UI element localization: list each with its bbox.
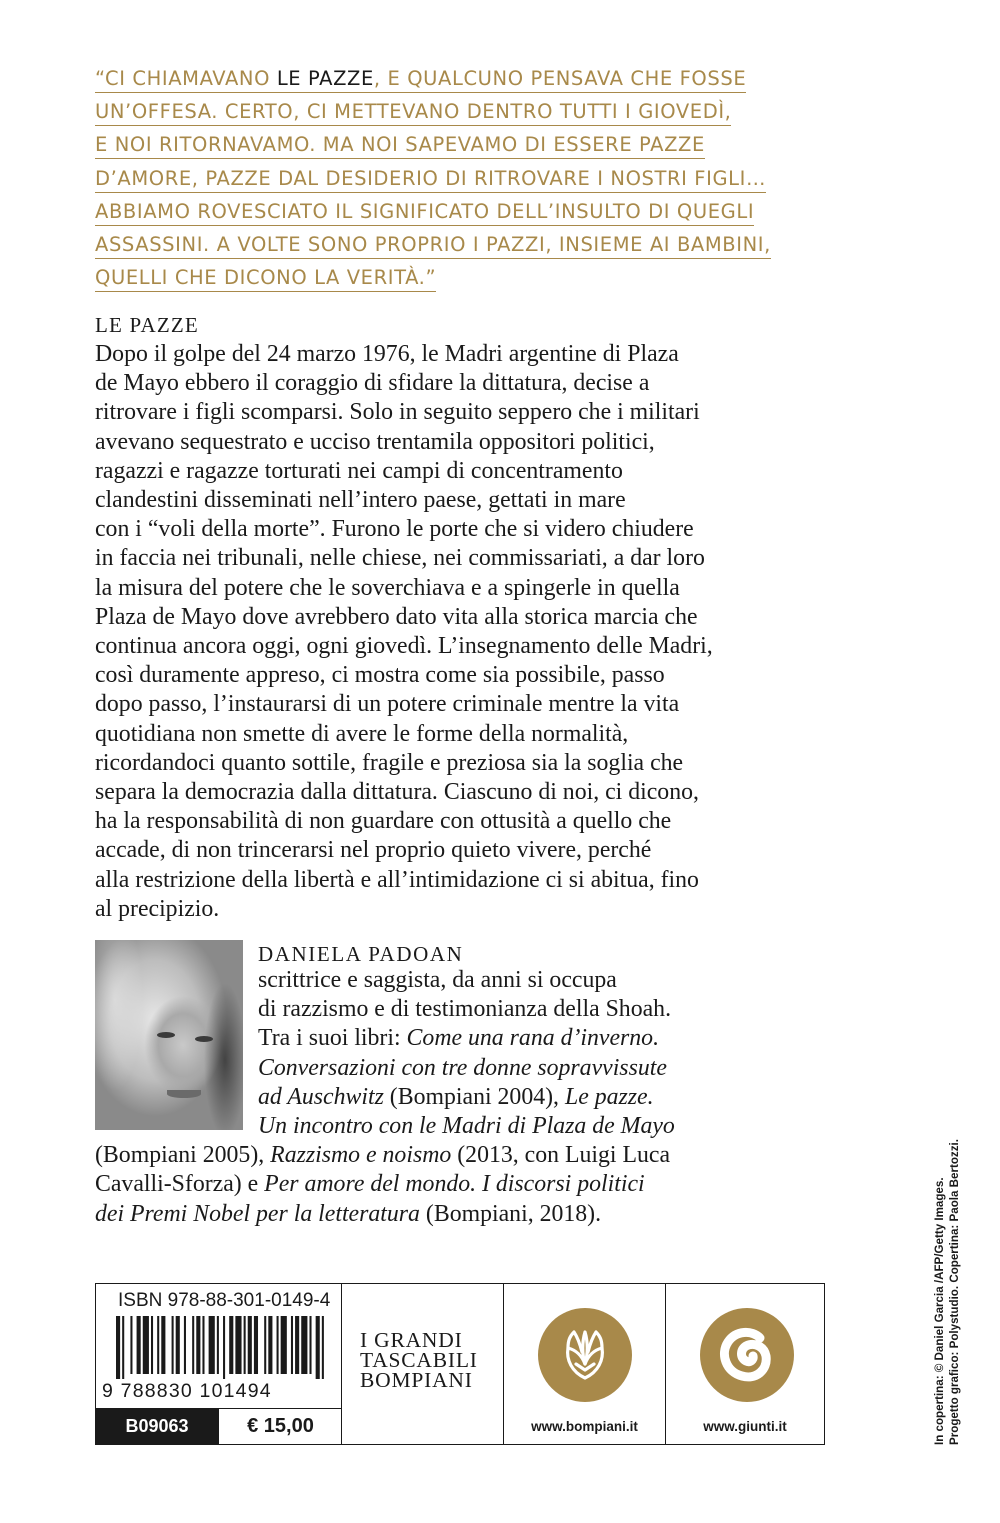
barcode-bar: [192, 1316, 194, 1374]
barcode-cell: [96, 1284, 342, 1444]
quote-highlight: LE PAZZE: [276, 67, 374, 90]
barcode-bar: [291, 1316, 293, 1374]
barcode-bar: [244, 1316, 246, 1374]
bio-line: Tra i suoi libri: Come una rana d’inverno.: [258, 1025, 660, 1052]
bio-line: Un incontro con le Madri di Plaza de Mayo: [258, 1113, 675, 1140]
barcode-bar: [295, 1316, 299, 1374]
author-photo: [95, 940, 243, 1130]
cover-credits: [932, 1115, 962, 1445]
back-cover-info-strip: [95, 1283, 825, 1445]
synopsis-line: così duramente appreso, ci mostra come sia possibile, passo: [95, 662, 665, 689]
barcode-bar: [316, 1316, 320, 1379]
synopsis-line: al precipizio.: [95, 895, 220, 922]
bio-line: dei Premi Nobel per la letteratura (Bompiani, 2018).: [95, 1200, 602, 1227]
barcode-bar: [309, 1316, 311, 1374]
synopsis-line: clandestini disseminati nell’intero paese, gettati in mare: [95, 487, 626, 514]
barcode-graphic: [116, 1316, 328, 1379]
giunti-logo-cell: [666, 1284, 824, 1444]
barcode-bar: [172, 1316, 174, 1374]
barcode-bar: [137, 1316, 141, 1374]
credit-line: In copertina: © Daniel Garcia /AFP/Getty Images.: [933, 1177, 946, 1445]
barcode-bar: [254, 1316, 258, 1374]
giunti-url: www.giunti.it: [703, 1419, 787, 1434]
synopsis-line: ha la responsabilità di non guardare con ottusità a quello che: [95, 808, 672, 835]
synopsis-line: de Mayo ebbero il coraggio di sfidare la dittatura, decise a: [95, 370, 650, 397]
series-cell: [342, 1284, 504, 1444]
barcode-bar: [176, 1316, 180, 1374]
quote-line: ABBIAMO ROVESCIATO IL SIGNIFICATO DELL’INSULTO DI QUEGLI: [95, 199, 754, 226]
series-name: I GRANDI TASCABILI BOMPIANI: [360, 1328, 478, 1392]
synopsis-line: con i “voli della morte”. Furono le porte che si videro chiudere: [95, 516, 694, 543]
spiral-icon: [700, 1308, 794, 1402]
bompiani-logo-cell: [504, 1284, 666, 1444]
barcode-bar: [229, 1316, 233, 1374]
pull-quote: [95, 64, 855, 296]
synopsis-line: quotidiana non smette di avere le forme della normalità,: [95, 720, 629, 747]
barcode-bar: [223, 1316, 225, 1379]
barcode-bar: [122, 1316, 124, 1379]
author-bio: [95, 966, 798, 1229]
bio-line: di razzismo e di testimonianza della Shoah.: [258, 996, 672, 1023]
quote-line: D’AMORE, PAZZE DAL DESIDERIO DI RITROVARE I NOSTRI FIGLI…: [95, 166, 766, 193]
synopsis-line: Plaza de Mayo dove avrebbero dato vita alla storica marcia che: [95, 603, 698, 630]
bio-line: ad Auschwitz (Bompiani 2004), Le pazze.: [258, 1083, 654, 1110]
synopsis-line: continua ancora oggi, ogni giovedì. L’insegnamento delle Madri,: [95, 633, 713, 660]
quote-line: “CI CHIAMAVANO LE PAZZE, E QUALCUNO PENSAVA CHE FOSSE: [95, 66, 746, 93]
barcode-bar: [161, 1316, 165, 1374]
barcode-bar: [157, 1316, 159, 1374]
synopsis-text: [95, 340, 815, 924]
bio-line: Cavalli-Sforza) e Per amore del mondo. I discorsi politici: [95, 1171, 645, 1198]
synopsis-line: ragazzi e ragazze torturati nei campi di concentramento: [95, 457, 623, 484]
barcode-bar: [196, 1316, 200, 1374]
bompiani-url: www.bompiani.it: [531, 1419, 638, 1434]
bio-line: scrittrice e saggista, da anni si occupa: [258, 967, 617, 993]
barcode-bar: [143, 1316, 149, 1374]
section-title: LE PAZZE: [95, 313, 199, 337]
synopsis-line: alla restrizione della libertà e all’intimidazione ci si abitua, fino: [95, 866, 699, 893]
synopsis-line: ricordandoci quanto sottile, fragile e preziosa sia la soglia che: [95, 749, 684, 776]
price-label: € 15,00: [218, 1408, 342, 1444]
synopsis-line: avevano sequestrato e ucciso trentamila oppositori politici,: [95, 428, 655, 455]
barcode-bar: [277, 1316, 279, 1374]
barcode-bar: [202, 1316, 204, 1374]
lotus-flower-icon: [538, 1308, 632, 1402]
synopsis-line: Dopo il golpe del 24 marzo 1976, le Madri argentine di Plaza: [95, 341, 679, 367]
author-name: DANIELA PADOAN: [258, 942, 464, 966]
synopsis-line: dopo passo, l’instaurarsi di un potere criminale mentre la vita: [95, 691, 680, 718]
catalog-code: B09063: [96, 1408, 218, 1444]
barcode-bar: [248, 1316, 252, 1374]
synopsis-line: ritrovare i figli scomparsi. Solo in seguito seppero che i militari: [95, 399, 700, 426]
quote-line: E NOI RITORNAVAMO. MA NOI SAPEVAMO DI ESSERE PAZZE: [95, 132, 705, 159]
barcode-bar: [151, 1316, 153, 1374]
barcode-bar: [130, 1316, 132, 1374]
barcode-bar: [268, 1316, 272, 1374]
barcode-bar: [281, 1316, 287, 1374]
bio-line: Conversazioni con tre donne sopravvissute: [258, 1054, 667, 1081]
synopsis-line: accade, di non trincerarsi nel proprio quieto vivere, perché: [95, 837, 652, 864]
quote-line: ASSASSINI. A VOLTE SONO PROPRIO I PAZZI, INSIEME AI BAMBINI,: [95, 232, 771, 259]
barcode-bar: [322, 1316, 324, 1379]
quote-line: UN’OFFESA. CERTO, CI METTEVANO DENTRO TUTTI I GIOVEDÌ,: [95, 99, 731, 126]
synopsis-line: in faccia nei tribunali, nelle chiese, nei commissariati, a dar loro: [95, 545, 705, 572]
barcode-digits: 9 788830 101494: [102, 1380, 272, 1402]
barcode-bar: [301, 1316, 307, 1374]
barcode-bar: [209, 1316, 215, 1374]
synopsis-line: la misura del potere che le soverchiava e a spingerle in quella: [95, 574, 680, 601]
isbn-label: ISBN 978-88-301-0149-4: [118, 1290, 331, 1311]
quote-line: QUELLI CHE DICONO LA VERITÀ.”: [95, 265, 436, 292]
barcode-bar: [116, 1316, 120, 1379]
barcode-bar: [217, 1316, 219, 1374]
credit-line: Progetto grafico: Polystudio. Copertina: Paola Bertozzi.: [948, 1139, 961, 1445]
barcode-bar: [264, 1316, 266, 1374]
barcode-bar: [235, 1316, 241, 1374]
barcode-bar: [184, 1316, 186, 1374]
bio-line: (Bompiani 2005), Razzismo e noismo (2013, con Luigi Luca: [95, 1142, 671, 1169]
synopsis-line: separa la democrazia dalla dittatura. Ciascuno di noi, ci dicono,: [95, 779, 699, 806]
